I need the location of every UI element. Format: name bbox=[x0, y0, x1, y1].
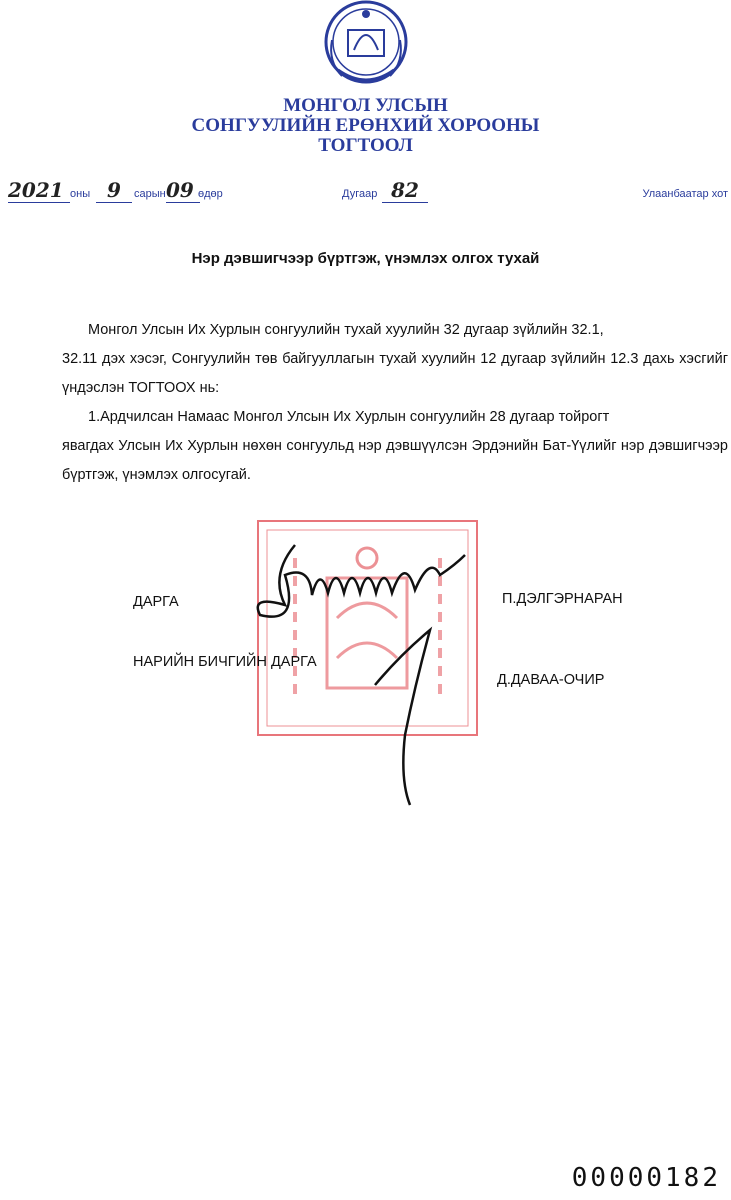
day-suffix: өдөр bbox=[198, 188, 223, 200]
year-value: 2021 bbox=[8, 178, 70, 203]
handwritten-signatures-icon bbox=[240, 535, 480, 810]
year-suffix: оны bbox=[70, 188, 91, 200]
number-value: 82 bbox=[382, 178, 428, 203]
header-line2: СОНГУУЛИЙН ЕРӨНХИЙ ХОРООНЫ bbox=[191, 115, 540, 136]
chair-title: ДАРГА bbox=[133, 594, 179, 610]
secretary-name: Д.ДАВАА-ОЧИР bbox=[497, 672, 605, 688]
serial-number: 00000182 bbox=[571, 1163, 721, 1193]
day-value: 09 bbox=[166, 178, 200, 203]
secretary-title: НАРИЙН БИЧГИЙН ДАРГА bbox=[133, 654, 317, 670]
paragraph-1-rest: 32.11 дэх хэсэг, Сонгуулийн төв байгууллагын тухай хуулийн 12 дугаар зүйлийн 12.3 дахь хэсгийг үндэслэн ТОГТООХ нь: bbox=[62, 351, 728, 396]
number-label: Дугаар bbox=[342, 188, 378, 200]
state-emblem-icon bbox=[318, 0, 414, 88]
month-suffix: сарын bbox=[134, 188, 166, 200]
header-line1: МОНГОЛ УЛСЫН bbox=[283, 95, 448, 116]
paragraph-2-rest: явагдах Улсын Их Хурлын нөхөн сонгуульд нэр дэвшүүлсэн Эрдэнийн Бат-Үүлийг нэр дэвшигчээр бүртгэж, үнэмлэх олгосугай. bbox=[62, 438, 728, 483]
month-value: 9 bbox=[96, 178, 132, 203]
header-line3: ТОГТООЛ bbox=[318, 135, 413, 156]
city: Улаанбаатар хот bbox=[642, 188, 728, 200]
paragraph-2-first-line: 1.Ардчилсан Намаас Монгол Улсын Их Хурлын сонгуулийн 28 дугаар тойрогт bbox=[88, 409, 610, 425]
chair-name: П.ДЭЛГЭРНАРАН bbox=[502, 591, 623, 607]
meta-line bbox=[8, 178, 728, 204]
document-title: Нэр дэвшигчээр бүртгэж, үнэмлэх олгох тухай bbox=[191, 250, 540, 267]
paragraph-1-first-line: Монгол Улсын Их Хурлын сонгуулийн тухай хуулийн 32 дугаар зүйлийн 32.1, bbox=[88, 322, 604, 338]
